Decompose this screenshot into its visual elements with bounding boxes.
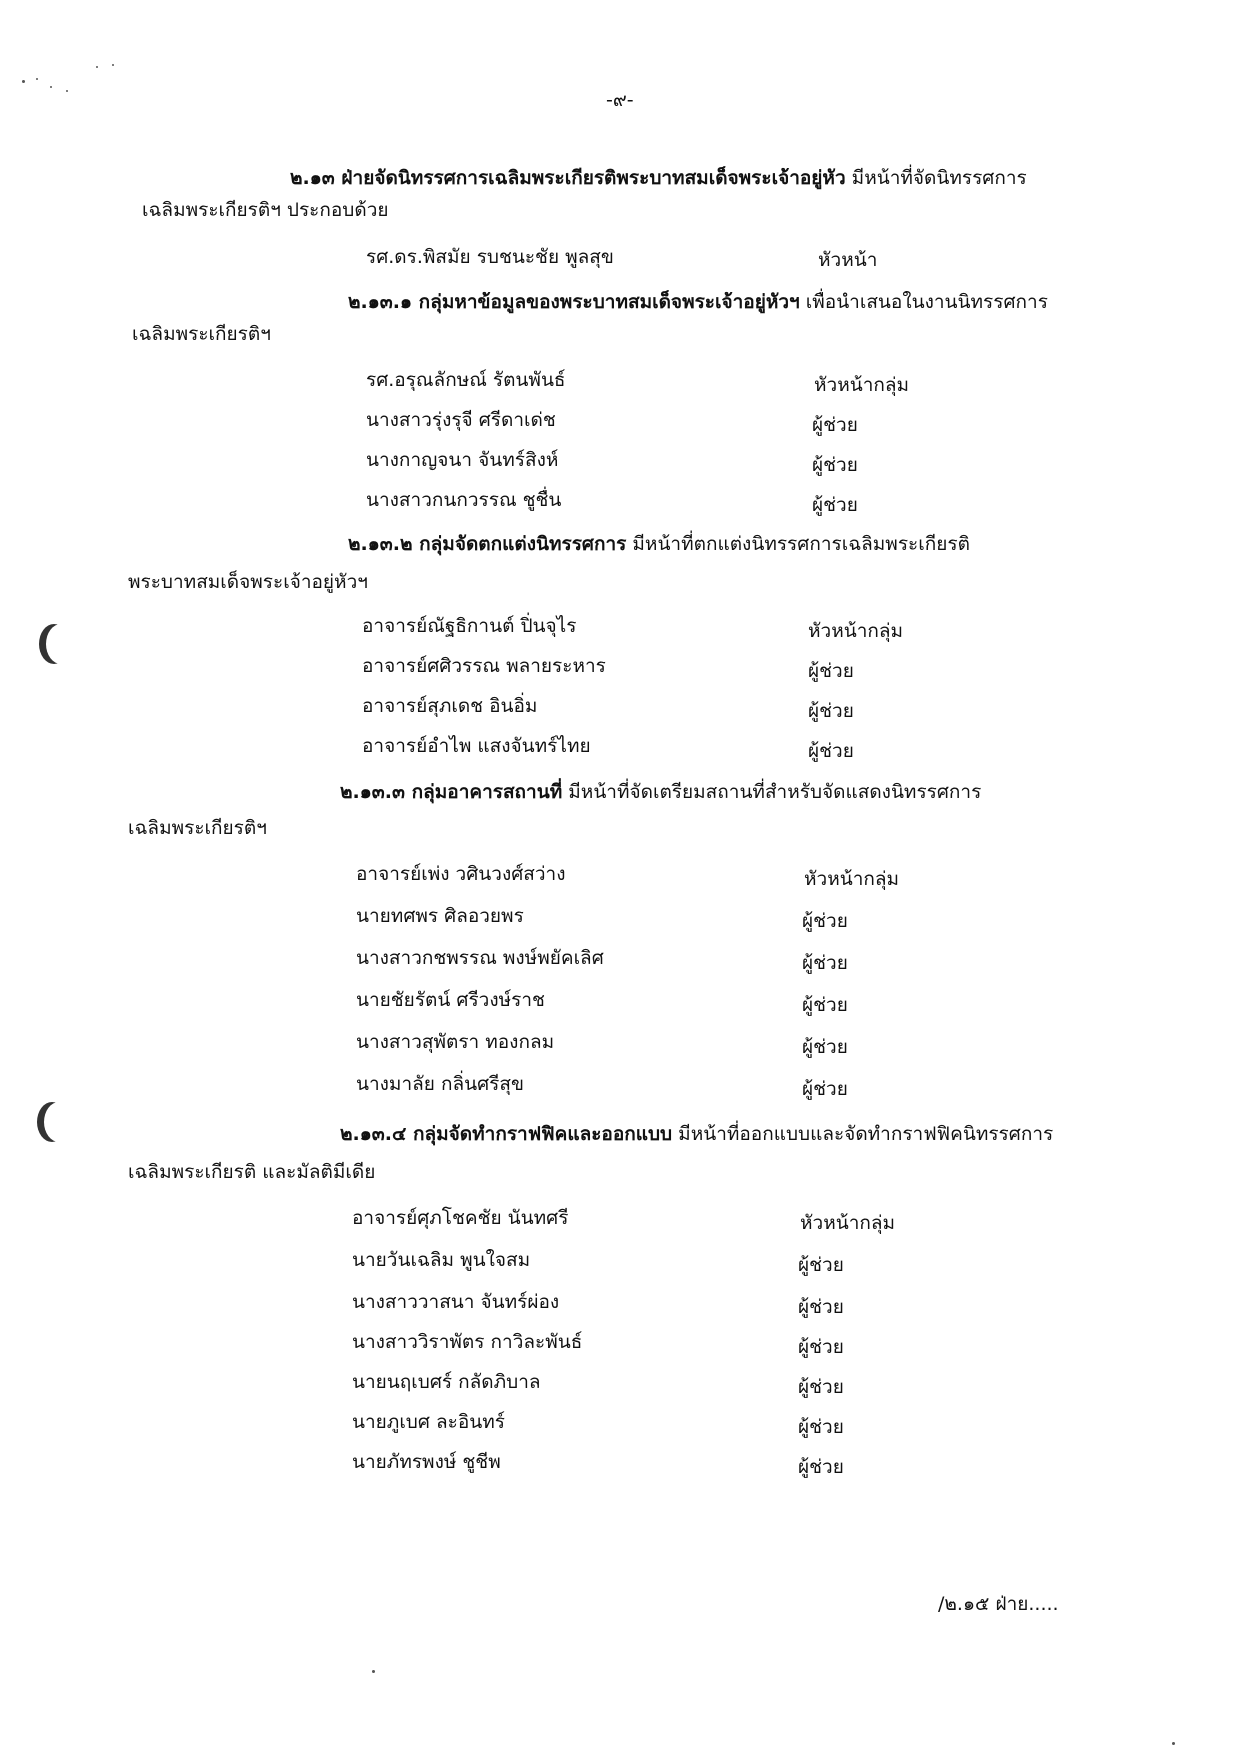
group-title-continuation: เฉลิมพระเกียรติฯ xyxy=(128,817,267,839)
scan-speck xyxy=(1172,1742,1175,1745)
member-role: ผู้ช่วย xyxy=(802,952,848,974)
member-role: ผู้ช่วย xyxy=(802,910,848,932)
member-name: นางสาวสุพัตรา ทองกลม xyxy=(356,1031,555,1053)
member-role: ผู้ช่วย xyxy=(812,454,858,476)
section-heading-number-title: ๒.๑๓ ฝ่ายจัดนิทรรศการเฉลิมพระเกียรติพระบาทสมเด็จพระเจ้าอยู่หัว xyxy=(290,167,846,189)
scan-speck xyxy=(22,80,25,83)
scan-speck xyxy=(50,86,52,88)
section-head-name: รศ.ดร.พิสมัย รบชนะชัย พูลสุข xyxy=(366,246,614,268)
group-title-bold: ๒.๑๓.๓ กลุ่มอาคารสถานที่ xyxy=(340,781,563,803)
member-name: รศ.อรุณลักษณ์ รัตนพันธ์ xyxy=(366,369,566,391)
member-name: อาจารย์สุภเดช อินอิ่ม xyxy=(362,695,538,717)
group-title-duty: มีหน้าที่ตกแต่งนิทรรศการเฉลิมพระเกียรติ xyxy=(626,533,970,555)
member-role: ผู้ช่วย xyxy=(808,660,854,682)
group-title xyxy=(348,532,970,556)
page-footer-continuation: /๒.๑๕ ฝ่าย..... xyxy=(938,1593,1059,1615)
member-role: หัวหน้ากลุ่ม xyxy=(800,1212,896,1234)
member-role: ผู้ช่วย xyxy=(802,994,848,1016)
member-name: นางมาลัย กลิ่นศรีสุข xyxy=(356,1073,524,1095)
punch-hole-mark xyxy=(46,624,76,664)
group-title-bold: ๒.๑๓.๔ กลุ่มจัดทำกราฟฟิคและออกแบบ xyxy=(340,1123,673,1145)
member-role: ผู้ช่วย xyxy=(812,414,858,436)
member-role: ผู้ช่วย xyxy=(808,740,854,762)
group-title xyxy=(348,290,1048,314)
punch-hole-mark xyxy=(44,1102,74,1142)
member-name: นางสาวกชพรรณ พงษ์พยัคเลิศ xyxy=(356,947,604,969)
section-heading-continuation: เฉลิมพระเกียรติฯ ประกอบด้วย xyxy=(142,199,389,221)
section-heading-duty: มีหน้าที่จัดนิทรรศการ xyxy=(845,167,1027,189)
scan-speck xyxy=(66,90,68,92)
member-role: ผู้ช่วย xyxy=(802,1078,848,1100)
member-name: นายทศพร ศิลอวยพร xyxy=(356,905,524,927)
member-name: นายนฤเบศร์ กลัดภิบาล xyxy=(352,1371,541,1393)
group-title-duty: เพื่อนำเสนอในงานนิทรรศการ xyxy=(799,291,1048,313)
member-name: นายภัทรพงษ์ ชูชีพ xyxy=(352,1451,501,1473)
member-name: อาจารย์ศศิวรรณ พลายระหาร xyxy=(362,655,606,677)
group-title-duty: มีหน้าที่จัดเตรียมสถานที่สำหรับจัดแสดงนิทรรศการ xyxy=(562,781,982,803)
member-role: ผู้ช่วย xyxy=(798,1336,844,1358)
member-role: ผู้ช่วย xyxy=(798,1456,844,1478)
member-name: นายชัยรัตน์ ศรีวงษ์ราช xyxy=(356,989,545,1011)
scan-speck xyxy=(96,66,98,68)
member-name: นางกาญจนา จันทร์สิงห์ xyxy=(366,449,559,471)
member-name: อาจารย์อำไพ แสงจันทร์ไทย xyxy=(362,735,591,757)
page-number: -๙- xyxy=(606,89,634,111)
member-role: ผู้ช่วย xyxy=(798,1296,844,1318)
member-name: นางสาวกนกวรรณ ชูชื่น xyxy=(366,489,562,511)
scan-speck xyxy=(112,64,114,66)
group-title xyxy=(340,780,981,804)
member-role: หัวหน้ากลุ่ม xyxy=(808,620,904,642)
member-role: ผู้ช่วย xyxy=(798,1376,844,1398)
member-role: หัวหน้ากลุ่ม xyxy=(804,868,900,890)
scan-speck xyxy=(36,78,38,80)
group-title-bold: ๒.๑๓.๑ กลุ่มหาข้อมูลของพระบาทสมเด็จพระเจ้าอยู่หัวฯ xyxy=(348,291,800,313)
member-role: ผู้ช่วย xyxy=(802,1036,848,1058)
member-name: อาจารย์ณัฐธิกานต์ ปิ่นจุไร xyxy=(362,615,577,637)
group-title xyxy=(340,1122,1053,1146)
section-heading xyxy=(290,166,1027,190)
member-role: ผู้ช่วย xyxy=(798,1416,844,1438)
member-role: ผู้ช่วย xyxy=(798,1254,844,1276)
group-title-continuation: เฉลิมพระเกียรติ และมัลติมีเดีย xyxy=(128,1161,376,1183)
group-title-bold: ๒.๑๓.๒ กลุ่มจัดตกแต่งนิทรรศการ xyxy=(348,533,627,555)
group-title-continuation: พระบาทสมเด็จพระเจ้าอยู่หัวฯ xyxy=(128,571,368,593)
member-name: นายวันเฉลิม พูนใจสม xyxy=(352,1249,531,1271)
group-title-duty: มีหน้าที่ออกแบบและจัดทำกราฟฟิคนิทรรศการ xyxy=(672,1123,1054,1145)
member-name: นางสาวรุ่งรุจี ศรีดาเด่ช xyxy=(366,409,556,431)
member-role: ผู้ช่วย xyxy=(808,700,854,722)
member-role: ผู้ช่วย xyxy=(812,494,858,516)
member-name: นางสาววาสนา จันทร์ผ่อง xyxy=(352,1291,560,1313)
group-title-continuation: เฉลิมพระเกียรติฯ xyxy=(132,323,271,345)
section-head-role: หัวหน้า xyxy=(818,249,878,271)
member-name: อาจารย์เพ่ง วศินวงศ์สว่าง xyxy=(356,863,566,885)
member-name: อาจารย์ศุภโชคชัย นันทศรี xyxy=(352,1207,569,1229)
member-name: นางสาววิราพัตร กาวิละพันธ์ xyxy=(352,1331,583,1353)
member-name: นายภูเบศ ละอินทร์ xyxy=(352,1411,505,1433)
scan-speck xyxy=(372,1670,375,1673)
member-role: หัวหน้ากลุ่ม xyxy=(814,374,910,396)
